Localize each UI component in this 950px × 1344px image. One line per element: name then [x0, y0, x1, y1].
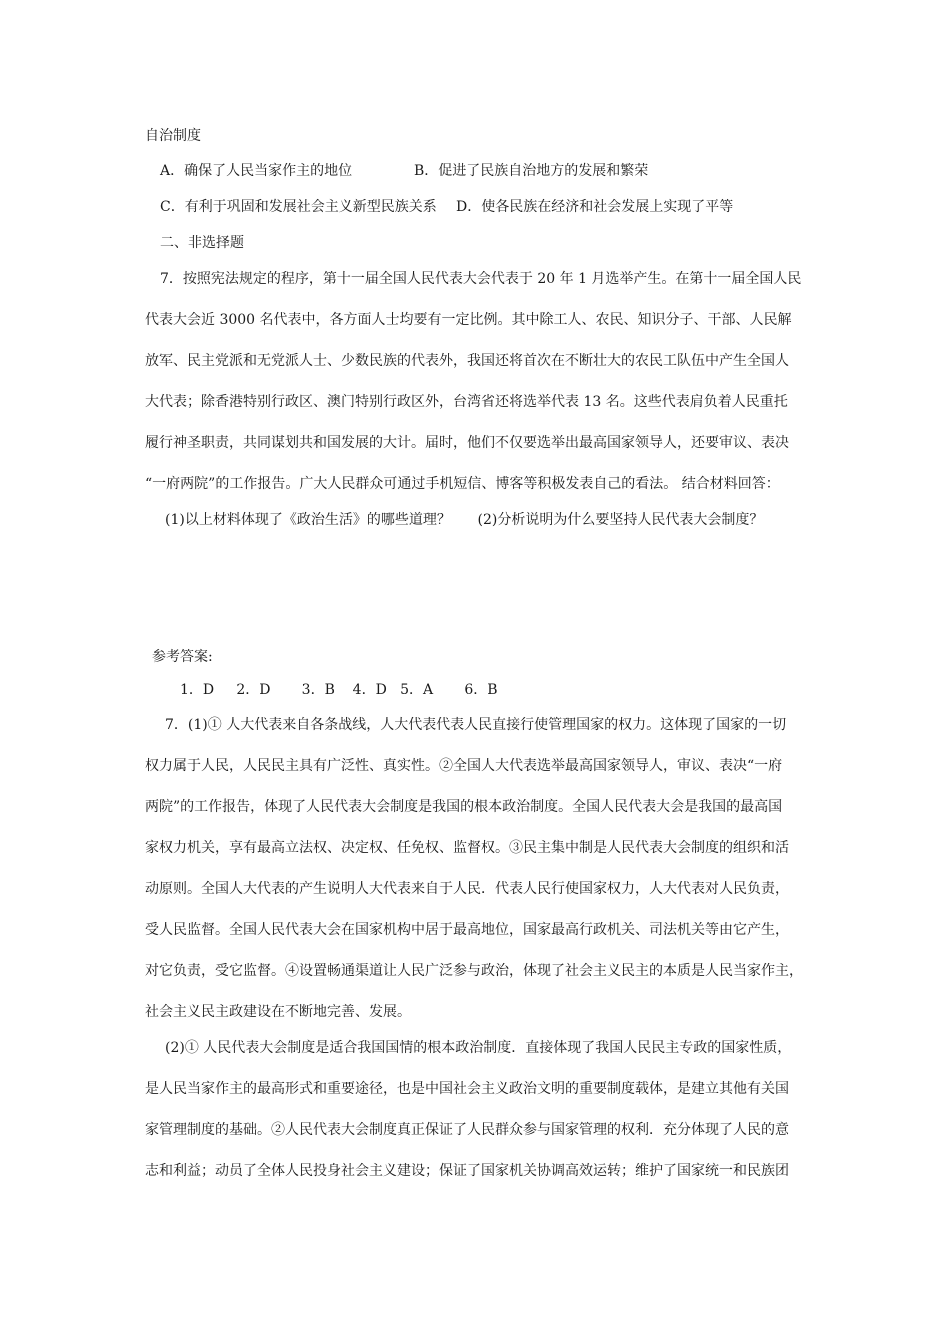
q6-option-c: C．有利于巩固和发展社会主义新型民族关系 [160, 199, 437, 215]
q6-option-d: D．使各民族在经济和社会发展上实现了平等 [456, 199, 734, 215]
answers-choice-line: 1．D 2．D 3．B 4．D 5．A 6．B [180, 682, 498, 698]
a7-2-line-3: 家管理制度的基础。②人民代表大会制度真正保证了人民群众参与国家管理的权利．充分体现了人民的意 [145, 1122, 789, 1138]
a7-1-line-1: 7．(1)① 人大代表来自各条战线，人大代表代表人民直接行使管理国家的权力。这体现了国家的一切 [165, 717, 787, 733]
a7-2-line-1: (2)① 人民代表大会制度是适合我国国情的根本政治制度．直接体现了我国人民民主专政的国家性质， [165, 1040, 792, 1056]
a7-1-line-8: 社会主义民主政建设在不断地完善、发展。 [145, 1004, 411, 1020]
q6-option-b: B．促进了民族自治地方的发展和繁荣 [414, 163, 649, 179]
section-title: 二、非选择题 [160, 235, 244, 251]
q7-line-2: 代表大会近 3000 名代表中，各方面人士均要有一定比例。其中除工人、农民、知识分子、干部、人民解 [145, 312, 792, 328]
q7-line-4: 大代表；除香港特别行政区、澳门特别行政区外，台湾省还将选举代表 13 名。这些代表肩负着人民重托 [145, 394, 788, 410]
a7-1-line-7: 对它负责，受它监督。④设置畅通渠道让人民广泛参与政治，体现了社会主义民主的本质是人民当家作主， [145, 963, 803, 979]
q7-line-6: “一府两院”的工作报告。广大人民群众可通过手机短信、博客等积极发表自己的看法。 结合材料回答： [145, 476, 780, 492]
a7-1-line-6: 受人民监督。全国人民代表大会在国家机构中居于最高地位，国家最高行政机关、司法机关等由它产生， [145, 922, 789, 938]
a7-1-line-5: 动原则。全国人大代表的产生说明人大代表来自于人民．代表人民行使国家权力，人大代表对人民负责， [145, 881, 789, 897]
q7-sub-questions: (1)以上材料体现了《政治生活》的哪些道理？ (2)分析说明为什么要坚持人民代表大会制度？ [165, 512, 764, 528]
header-fragment: 自治制度 [145, 128, 201, 144]
q6-option-a: A．确保了人民当家作主的地位 [160, 163, 353, 179]
a7-2-line-4: 志和利益；动员了全体人民投身社会主义建设；保证了国家机关协调高效运转；维护了国家统一和民族团 [145, 1163, 789, 1179]
q7-line-1: 7．按照宪法规定的程序，第十一届全国人民代表大会代表于 20 年 1 月选举产生。在第十一届全国人民 [160, 271, 802, 287]
a7-2-line-2: 是人民当家作主的最高形式和重要途径，也是中国社会主义政治文明的重要制度载体，是建立其他有关国 [145, 1081, 789, 1097]
a7-1-line-2: 权力属于人民，人民民主具有广泛性、真实性。②全国人大代表选举最高国家领导人，审议、表决“一府 [145, 758, 783, 774]
q7-line-5: 履行神圣职责，共同谋划共和国发展的大计。届时，他们不仅要选举出最高国家领导人，还要审议、表决 [145, 435, 789, 451]
q7-line-3: 放军、民主党派和无党派人士、少数民族的代表外，我国还将首次在不断壮大的农民工队伍中产生全国人 [145, 353, 789, 369]
a7-1-line-4: 家权力机关，享有最高立法权、决定权、任免权、监督权。③民主集中制是人民代表大会制度的组织和活 [145, 840, 789, 856]
answers-title: 参考答案: [152, 649, 213, 665]
a7-1-line-3: 两院”的工作报告，体现了人民代表大会制度是我国的根本政治制度。全国人民代表大会是我国的最高国 [145, 799, 783, 815]
